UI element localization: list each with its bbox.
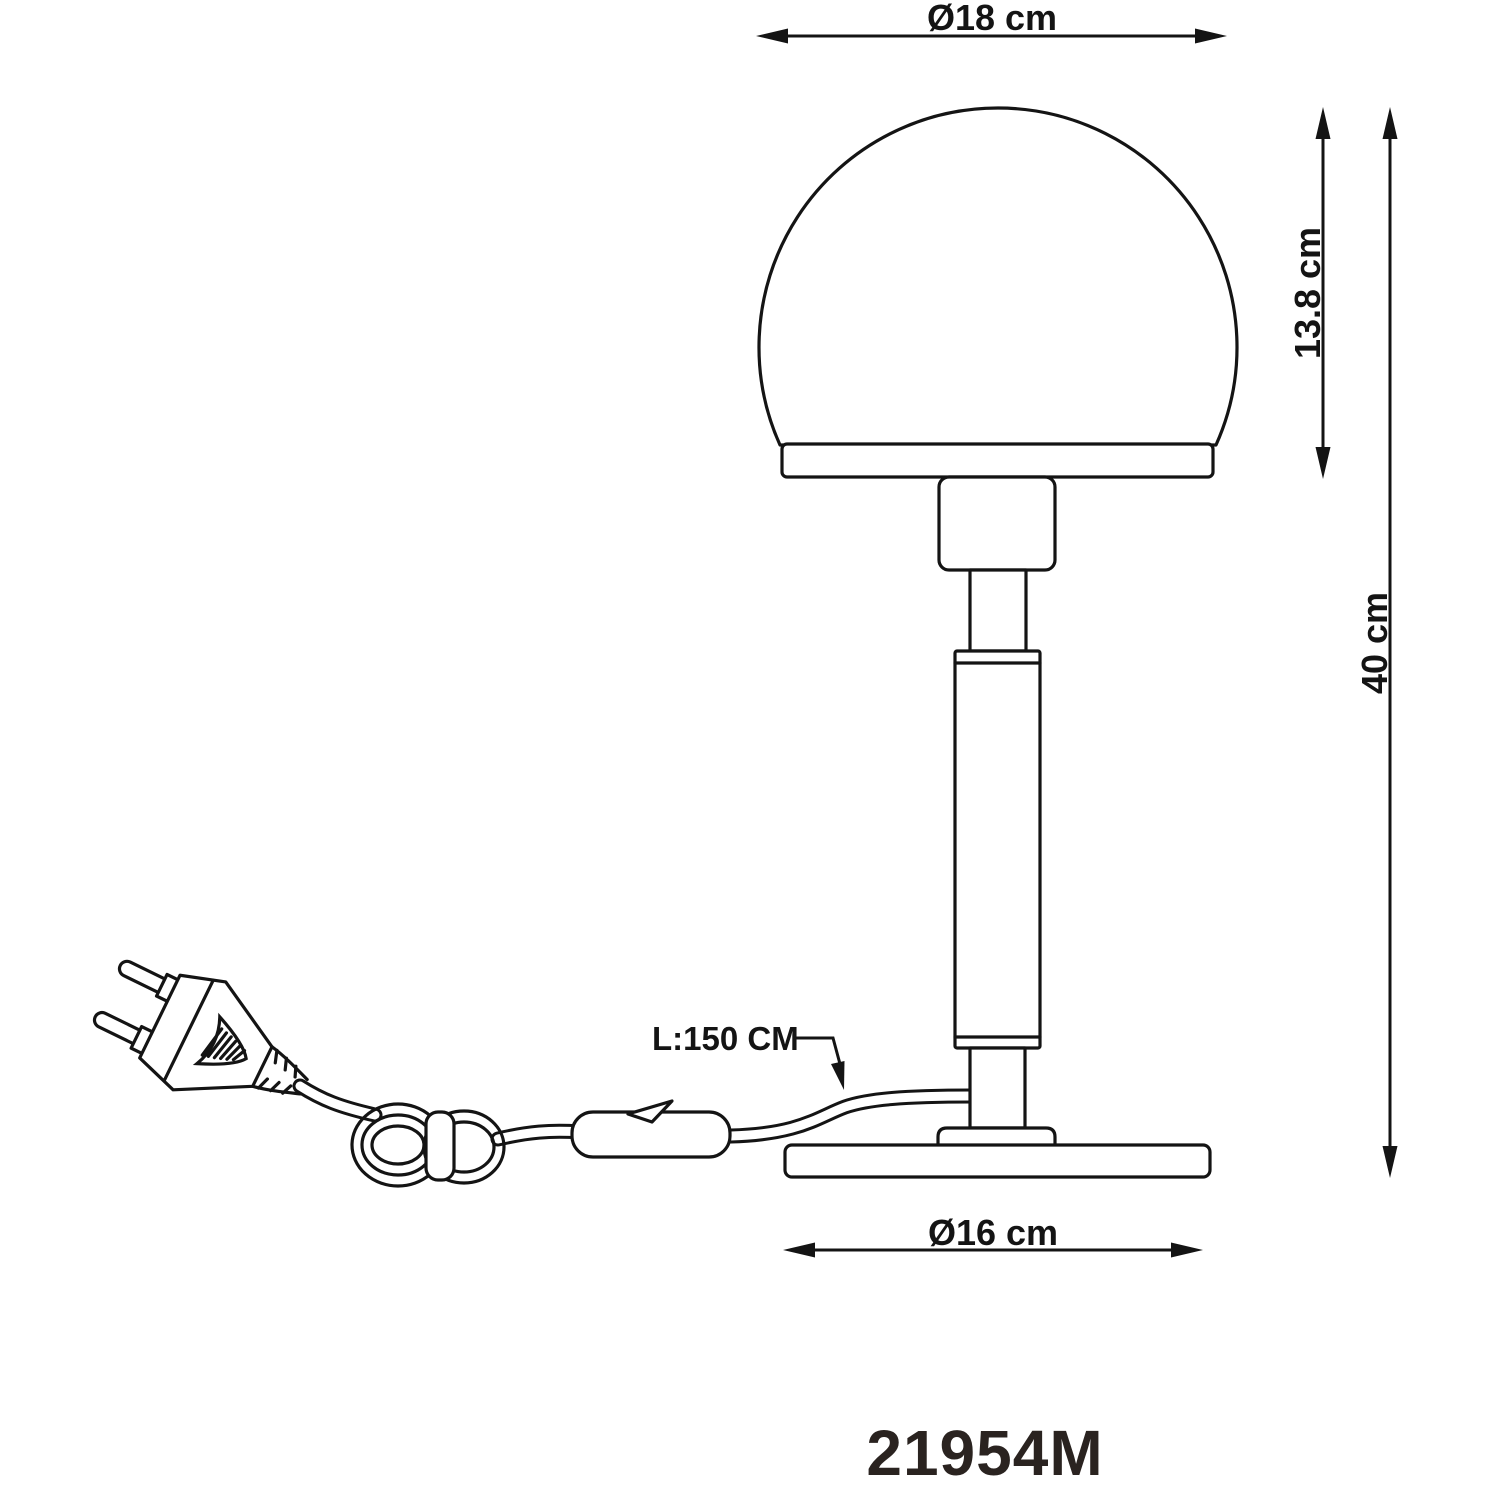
arrow-left-icon: [756, 29, 788, 44]
cable-length-callout: [652, 1020, 845, 1090]
lamp-base: [785, 1145, 1210, 1177]
shade-diameter-dimension: [756, 0, 1227, 44]
total-height-dimension: [1354, 107, 1398, 1178]
arrow-down-icon: [1316, 447, 1331, 479]
arrow-down-icon: [1383, 1146, 1398, 1178]
table-lamp: [759, 108, 1237, 1177]
leader-line: [795, 1038, 840, 1064]
base-diameter-label: Ø16 cm: [927, 1212, 1059, 1253]
shade-rim: [782, 444, 1213, 477]
arrow-up-icon: [1383, 107, 1398, 139]
base-mount-collar: [938, 1128, 1055, 1146]
arrow-right-icon: [1171, 1243, 1203, 1258]
coil-wrap-band: [426, 1112, 454, 1180]
strain-relief-bottom: [253, 1074, 300, 1107]
lamp-neck: [970, 570, 1026, 651]
product-code: 21954M: [866, 1417, 1104, 1489]
lamp-lower-stem: [970, 1048, 1025, 1128]
total-height-label: 40 cm: [1354, 591, 1395, 695]
shade-height-label: 13.8 cm: [1287, 226, 1328, 360]
inline-switch: [572, 1101, 730, 1157]
shade-diameter-label: Ø18 cm: [926, 0, 1058, 38]
shade-height-dimension: [1287, 107, 1331, 479]
lamp-shade-dome: [759, 108, 1237, 445]
base-diameter-dimension: [783, 1212, 1203, 1258]
strain-relief-top: [266, 1047, 313, 1080]
arrow-right-icon: [1195, 29, 1227, 44]
cable-length-label: L:150 CM: [652, 1020, 799, 1057]
lamp-socket: [939, 477, 1055, 570]
arrow-up-icon: [1316, 107, 1331, 139]
coil-loop-inner-left: [372, 1126, 424, 1164]
leader-arrow-icon: [831, 1061, 845, 1090]
power-plug: [81, 937, 330, 1140]
arrow-left-icon: [783, 1243, 815, 1258]
lamp-column: [955, 651, 1040, 1048]
